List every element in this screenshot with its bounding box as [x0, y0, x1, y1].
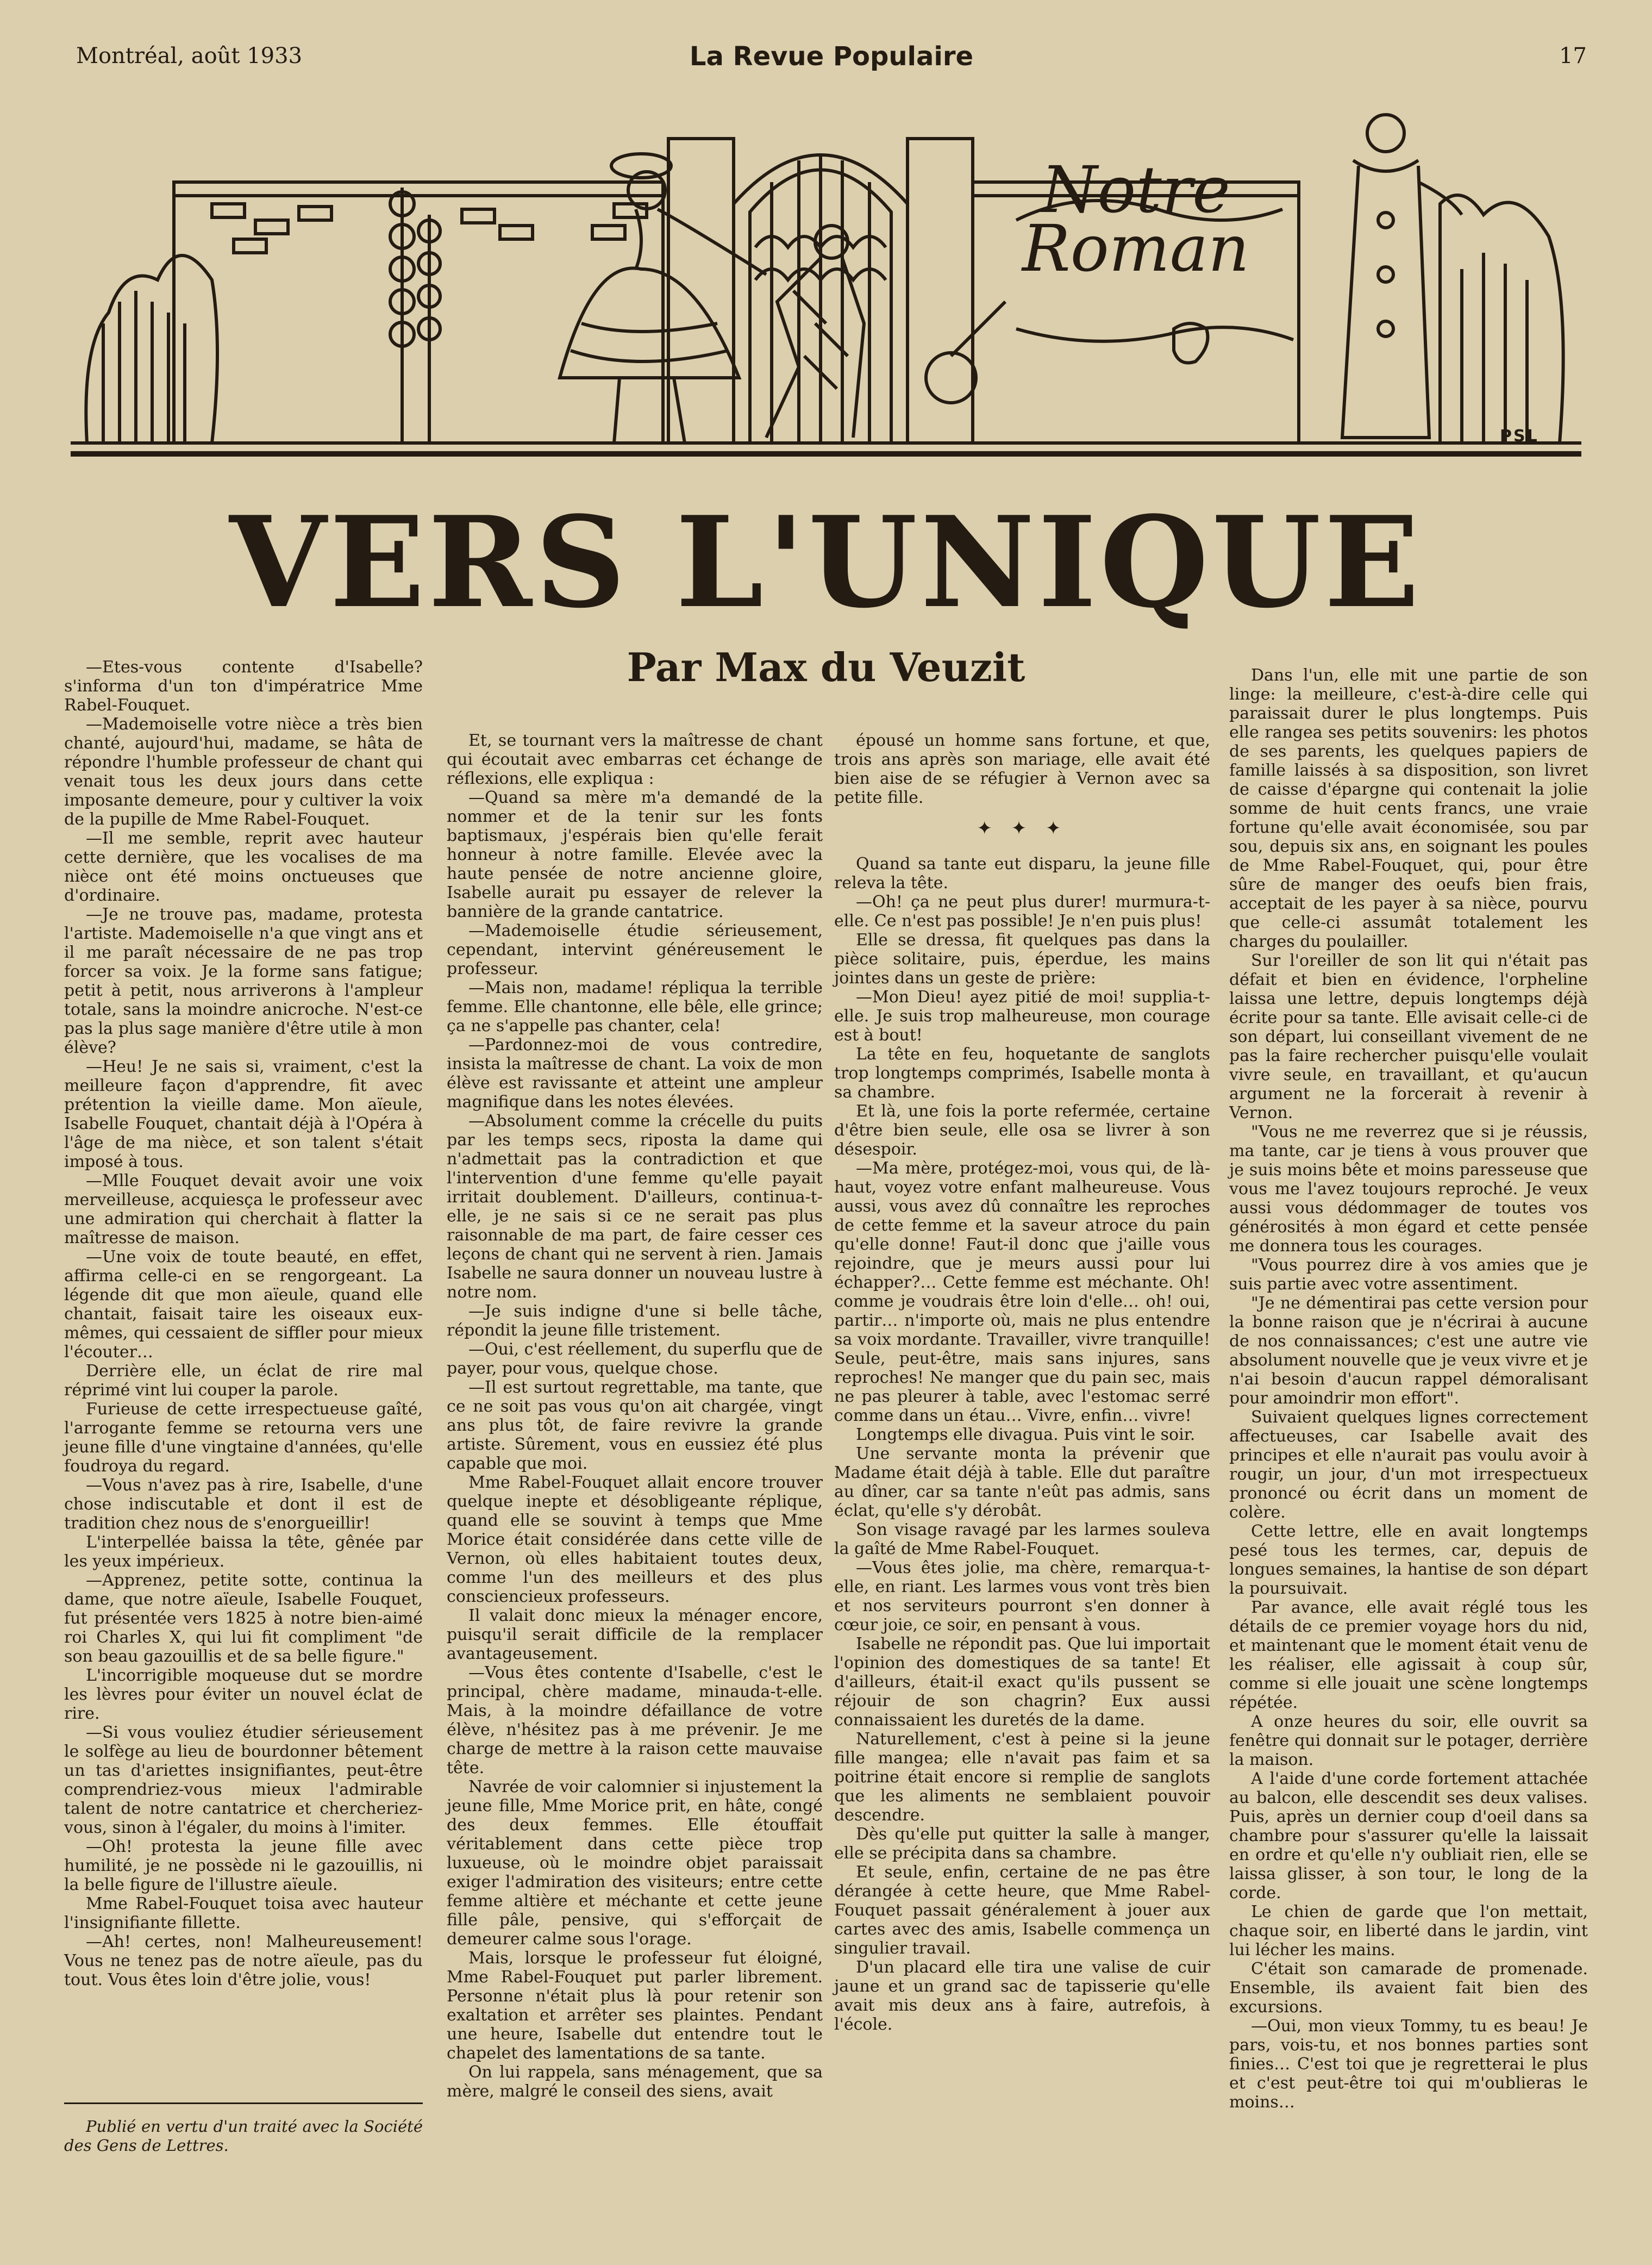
paragraph: Et seule, enfin, certaine de ne pas être dérangée à cette heure, que Mme Rabel-Fouquet passait généralement à jouer aux cartes avec des amis, Isabelle commença un singulier travail. — [834, 1863, 1210, 1958]
banner-word-roman: Roman — [1022, 211, 1250, 286]
paragraph: Le chien de garde que l'on mettait, chaque soir, en liberté dans le jardin, vint lui lécher les mains. — [1229, 1902, 1588, 1960]
paragraph: C'était son camarade de promenade. Ensemble, ils avaient fait bien des excursions. — [1229, 1960, 1588, 2017]
paragraph: —Il est surtout regrettable, ma tante, que ce ne soit pas vous qu'on ait chargée, vingt ans plus tôt, de faire revivre la grande artiste. Sûrement, vous en eussiez été plus capable que moi. — [447, 1378, 823, 1473]
paragraph: —Oui, c'est réellement, du superflu que de payer, pour vous, quelque chose. — [447, 1340, 823, 1378]
page-number: 17 — [1559, 43, 1587, 68]
paragraph: A onze heures du soir, elle ouvrit sa fenêtre qui donnait sur le potager, derrière la maison. — [1229, 1712, 1588, 1769]
publication-name: La Revue Populaire — [689, 41, 974, 72]
paragraph: Derrière elle, un éclat de rire mal réprimé vint lui couper la parole. — [64, 1362, 423, 1400]
banner-word-notre: Notre — [1041, 152, 1230, 227]
paragraph: Furieuse de cette irrespectueuse gaîté, l'arrogante femme se retourna vers une jeune fille d'une vingtaine d'années, qu'elle foudroya du regard. — [64, 1400, 423, 1476]
paragraph: —Ma mère, protégez-moi, vous qui, de là-haut, voyez votre enfant malheureuse. Vous aussi, vous avez dû connaître les reproches de cette femme et la saveur atroce du pain qu'elle donne! Faut-il donc que j'aille vous rejoindre, que je meurs aussi pour lui échapper?… Cette femme est méchante. Oh! comme je voudrais être loin d'elle… oh! oui, partir… n'importe où, mais ne plus entendre sa voix mordante. Travailler, vivre tranquille! Seule, peut-être, mais sans injures, sans reproches! Ne manger que du pain sec, mais ne pas pleurer à table, avec l'estomac serré comme dans un étau… Vivre, enfin… vivre! — [834, 1159, 1210, 1425]
paragraph: Et là, une fois la porte refermée, certaine d'être bien seule, elle osa se livrer à son désespoir. — [834, 1102, 1210, 1159]
paragraph: Une servante monta la prévenir que Madame était déjà à table. Elle dut paraître au dîner, car sa tante n'eût pas admis, sans éclat, qu'elle s'y dérobât. — [834, 1444, 1210, 1520]
paragraph: —Mademoiselle étudie sérieusement, cependant, intervint généreusement le professeur. — [447, 921, 823, 978]
paragraph: —Je ne trouve pas, madame, protesta l'artiste. Mademoiselle n'a que vingt ans et il me paraît nécessaire de ne pas trop forcer sa voix. Je la forme sans fatigue; petit à petit, nous arriverons à l'ampleur totale, sans la moindre anicroche. N'est-ce pas la plus sage manière d'être utile à mon élève? — [64, 905, 423, 1057]
paragraph: L'incorrigible moqueuse dut se mordre les lèvres pour éviter un nouvel éclat de rire. — [64, 1666, 423, 1723]
paragraph: Longtemps elle divagua. Puis vint le soir. — [856, 1425, 1196, 1444]
paragraph: Isabelle ne répondit pas. Que lui importait l'opinion des domestiques de sa tante! Et d'ailleurs, était-il exact qu'ils pussent se réjouir de son chagrin? Eux aussi connaissaient les duretés de la dame. — [834, 1634, 1210, 1730]
paragraph: —Oh! protesta la jeune fille avec humilité, je ne possède ni le gazouillis, ni la belle figure de l'illustre aïeule. — [64, 1837, 423, 1894]
paragraph: —Vous n'avez pas à rire, Isabelle, d'une chose indiscutable et dont il est de tradition chez nous de s'enorgueillir! — [64, 1476, 423, 1533]
paragraph: Navrée de voir calomnier si injustement la jeune fille, Mme Morice prit, en hâte, congé des deux femmes. Elle étouffait véritablement dans cette pièce trop luxueuse, où le moindre objet paraissait exiger l'admiration des visiteurs; entre cette femme altière et méchante et cette jeune fille pâle, pensive, qui s'efforçait de demeurer calme sous l'orage. — [447, 1777, 823, 1949]
illustration-drawing — [71, 95, 1581, 465]
text-column-4 — [1229, 666, 1588, 2112]
paragraph: On lui rappela, sans ménagement, que sa mère, malgré le conseil des siens, avait — [447, 2063, 823, 2101]
notre-roman-lettering — [994, 152, 1277, 286]
running-header — [76, 43, 1587, 82]
paragraph: Cette lettre, elle en avait longtemps pesé tous les termes, car, depuis de longues semaines, la hantise de son départ la poursuivait. — [1229, 1522, 1588, 1598]
paragraph: D'un placard elle tira une valise de cuir jaune et un grand sac de tapisserie qu'elle avait mis deux ans à faire, autrefois, à l'école. — [834, 1958, 1210, 2034]
paragraph: Et, se tournant vers la maîtresse de chant qui écoutait avec embarras cet échange de réflexions, elle expliqua : — [447, 731, 823, 788]
paragraph: —Vous êtes jolie, ma chère, remarqua-t-elle, en riant. Les larmes vous vont très bien et nos serviteurs pourront s'en donner à cœur joie, ce soir, en pensant à vous. — [834, 1558, 1210, 1634]
paragraph: —Absolument comme la crécelle du puits par les temps secs, riposta la dame qui n'admettait pas la contradiction et que l'intervention d'une femme qu'elle payait irritait doublement. D'ailleurs, continua-t-elle, je ne sais si ce ne serait pas plus raisonnable de ma part, de faire cesser ces leçons de chant qui ne servent à rien. Jamais Isabelle ne saura donner un nouveau lustre à notre nom. — [447, 1112, 823, 1302]
note-text: Publié en vertu d'un traité avec la Société des Gens de Lettres. — [64, 2117, 423, 2155]
paragraph: —Il me semble, reprit avec hauteur cette dernière, que les vocalises de ma nièce ont été moins onctueuses que d'ordinaire. — [64, 829, 423, 905]
paragraph: —Une voix de toute beauté, en effet, affirma celle-ci en se rengorgeant. La légende dit que mon aïeule, quand elle chantait, faisait taire les oiseaux eux-mêmes, qui cessaient de siffler pour mieux l'écouter… — [64, 1247, 423, 1362]
story-title: VERS L'UNIQUE — [229, 489, 1423, 636]
paragraph: Elle se dressa, fit quelques pas dans la pièce solitaire, puis, éperdue, les mains jointes dans un geste de prière: — [834, 931, 1210, 988]
paragraph: —Mlle Fouquet devait avoir une voix merveilleuse, acquiesça le professeur avec une admiration qui cherchait à flatter la maîtresse de maison. — [64, 1171, 423, 1247]
section-break-stars: ✦ ✦ ✦ — [977, 818, 1068, 839]
paragraph: épousé un homme sans fortune, et que, trois ans après son mariage, elle avait été bien aise de se réfugier à Vernon avec sa petite fille. — [834, 731, 1210, 807]
paragraph: —Oui, mon vieux Tommy, tu es beau! Je pars, vois-tu, et nos bonnes parties sont finies… C'est toi que je regretterai le plus et c'est peut-être toi qui m'oublieras le moins… — [1229, 2017, 1588, 2112]
paragraph: Suivaient quelques lignes correctement affectueuses, car Isabelle avait des principes et elle n'aurait pas voulu avoir à rougir, un jour, d'un mot irrespectueux prononcé ou écrit dans un moment de colère. — [1229, 1408, 1588, 1522]
paragraph: Son visage ravagé par les larmes souleva la gaîté de Mme Rabel-Fouquet. — [834, 1520, 1210, 1558]
paragraph: La tête en feu, hoquetante de sanglots trop longtemps comprimés, Isabelle monta à sa chambre. — [834, 1045, 1210, 1102]
paragraph: Quand sa tante eut disparu, la jeune fille releva la tête. — [834, 854, 1210, 893]
header-illustration — [71, 95, 1581, 465]
paragraph: "Je ne démentirai pas cette version pour la bonne raison que je n'écrirai à aucune de nos connaissances; c'est une autre vie absolument nouvelle que je veux vivre et je n'ai besoin d'aucun rappel démoralisant pour amoindrir mon effort". — [1229, 1294, 1588, 1408]
paragraph: "Vous ne me reverrez que si je réussis, ma tante, car je tiens à vous prouver que je suis moins bête et moins paresseuse que vous me l'avez toujours reproché. Je veux aussi vous dédommager de toutes vos générosités à mon égard et cette pensée me donnera tous les courages. — [1229, 1122, 1588, 1256]
paragraph: —Je suis indigne d'une si belle tâche, répondit la jeune fille tristement. — [447, 1302, 823, 1340]
paragraph: —Mais non, madame! répliqua la terrible femme. Elle chantonne, elle bêle, elle grince; ça ne s'appelle pas chanter, cela! — [447, 978, 823, 1035]
paragraph: —Mademoiselle votre nièce a très bien chanté, aujourd'hui, madame, se hâta de répondre l'humble professeur de chant qui venait tous les deux jours dans cette imposante demeure, pour y cultiver la voix de la pupille de Mme Rabel-Fouquet. — [64, 715, 423, 829]
footnote-rule — [64, 2102, 423, 2104]
paragraph: Mais, lorsque le professeur fut éloigné, Mme Rabel-Fouquet put parler librement. Personne n'était plus là pour retenir son exaltation et arrêter ses plaintes. Pendant une heure, Isabelle dut entendre tout le chapelet des lamentations de sa tante. — [447, 1949, 823, 2063]
illustrator-signature: PSL — [1500, 427, 1539, 446]
text-column-2 — [447, 731, 823, 2101]
paragraph: —Mon Dieu! ayez pitié de moi! supplia-t-elle. Je suis trop malheureuse, mon courage est à bout! — [834, 988, 1210, 1045]
paragraph: Mme Rabel-Fouquet allait encore trouver quelque inepte et désobligeante réplique, quand elle se souvint à temps que Mme Morice était considérée dans cette ville de Vernon, où elles habitaient toutes deux, comme l'un des meilleurs et des plus consciencieux professeurs. — [447, 1473, 823, 1606]
paragraph: Dans l'un, elle mit une partie de son linge: la meilleure, c'est-à-dire celle qui paraissait durer le plus longtemps. Puis elle rangea ses petits souvenirs: les photos de ses parents, les quelques papiers de famille laissés à sa disposition, son livret de caisse d'épargne qui contenait la jolie somme de huit cents francs, une vraie fortune qu'elle avait économisée, sou par sou, depuis six ans, en soignant les poules de Mme Rabel-Fouquet, qui, pour être sûre de manger des oeufs bien frais, acceptait de les payer à sa nièce, pourvu que celle-ci assumât totalement les charges du poulailler. — [1229, 666, 1588, 951]
paragraph: —Si vous vouliez étudier sérieusement le solfège au lieu de bourdonner bêtement un tas d'ariettes insignifiantes, peut-être comprendriez-vous mieux l'admirable talent de notre cantatrice et chercheriez-vous, sinon à l'égaler, du moins à l'imiter. — [64, 1723, 423, 1837]
paragraph: Par avance, elle avait réglé tous les détails de ce premier voyage hors du nid, et maintenant que le moment était venu de les réaliser, elle agissait à coup sûr, comme si elle jouait une scène longtemps répétée. — [1229, 1598, 1588, 1712]
story-byline: Par Max du Veuzit — [627, 644, 1025, 690]
paragraph: —Heu! Je ne sais si, vraiment, c'est la meilleure façon d'apprendre, fit avec prétention la vieille dame. Mon aïeule, Isabelle Fouquet, chantait déjà à l'Opéra à l'âge de ma nièce, et son talent s'était imposé à tous. — [64, 1057, 423, 1171]
paragraph: Naturellement, c'est à peine si la jeune fille mangea; elle n'avait pas faim et sa poitrine était encore si remplie de sanglots que les aliments ne semblaient pouvoir descendre. — [834, 1730, 1210, 1825]
paragraph: —Apprenez, petite sotte, continua la dame, que notre aïeule, Isabelle Fouquet, fut présentée vers 1825 à notre bien-aimé roi Charles X, qui lui fit compliment "de son beau gazouillis et de sa belle figure." — [64, 1571, 423, 1666]
text-column-1 — [64, 658, 423, 1989]
paragraph: —Pardonnez-moi de vous contredire, insista la maîtresse de chant. La voix de mon élève est ravissante et atteint une ampleur magnifique dans les notes élevées. — [447, 1035, 823, 1112]
paragraph: Mme Rabel-Fouquet toisa avec hauteur l'insignifiante fillette. — [64, 1894, 423, 1932]
paragraph: A l'aide d'une corde fortement attachée au balcon, elle descendit ses deux valises. Puis, après un dernier coup d'oeil dans sa chambre pour s'assurer qu'elle la laissait en ordre et qu'elle n'y oubliait rien, elle se laissa glisser, à son tour, le long de la corde. — [1229, 1769, 1588, 1902]
publication-note — [64, 2117, 423, 2155]
text-column-3 — [834, 731, 1210, 2034]
paragraph: Il valait donc mieux la ménager encore, puisqu'il serait difficile de la remplacer avantageusement. — [447, 1606, 823, 1663]
paragraph: —Etes-vous contente d'Isabelle? s'informa d'un ton d'impératrice Mme Rabel-Fouquet. — [64, 658, 423, 715]
paragraph: Dès qu'elle put quitter la salle à manger, elle se précipita dans sa chambre. — [834, 1825, 1210, 1863]
paragraph: "Vous pourrez dire à vos amies que je suis partie avec votre assentiment. — [1229, 1256, 1588, 1294]
issue-date: Montréal, août 1933 — [76, 43, 303, 68]
paragraph: —Ah! certes, non! Malheureusement! Vous ne tenez pas de notre aïeule, pas du tout. Vous êtes loin d'être jolie, vous! — [64, 1932, 423, 1989]
paragraph: L'interpellée baissa la tête, gênée par les yeux impérieux. — [64, 1533, 423, 1571]
paragraph: —Oh! ça ne peut plus durer! murmura-t-elle. Ce n'est pas possible! Je n'en puis plus! — [834, 893, 1210, 931]
paragraph: —Quand sa mère m'a demandé de la nommer et de la tenir sur les fonts baptismaux, j'espérais bien qu'elle ferait honneur à notre famille. Elevée avec la haute pensée de notre ancienne gloire, Isabelle aurait pu essayer de relever la bannière de la grande cantatrice. — [447, 788, 823, 921]
paragraph: —Vous êtes contente d'Isabelle, c'est le principal, chère madame, minauda-t-elle. Mais, à la moindre défaillance de votre élève, n'hésitez pas à me prévenir. Je me charge de mettre à la raison cette mauvaise tête. — [447, 1663, 823, 1777]
paragraph: Sur l'oreiller de son lit qui n'était pas défait et bien en évidence, l'orpheline laissa une lettre, depuis longtemps déjà écrite pour sa tante. Elle avisait celle-ci de son départ, lui conseillant vivement de ne pas la faire rechercher puisqu'elle voulait vivre seule, en travaillant, et qu'aucun argument ne la forcerait à revenir à Vernon. — [1229, 951, 1588, 1122]
